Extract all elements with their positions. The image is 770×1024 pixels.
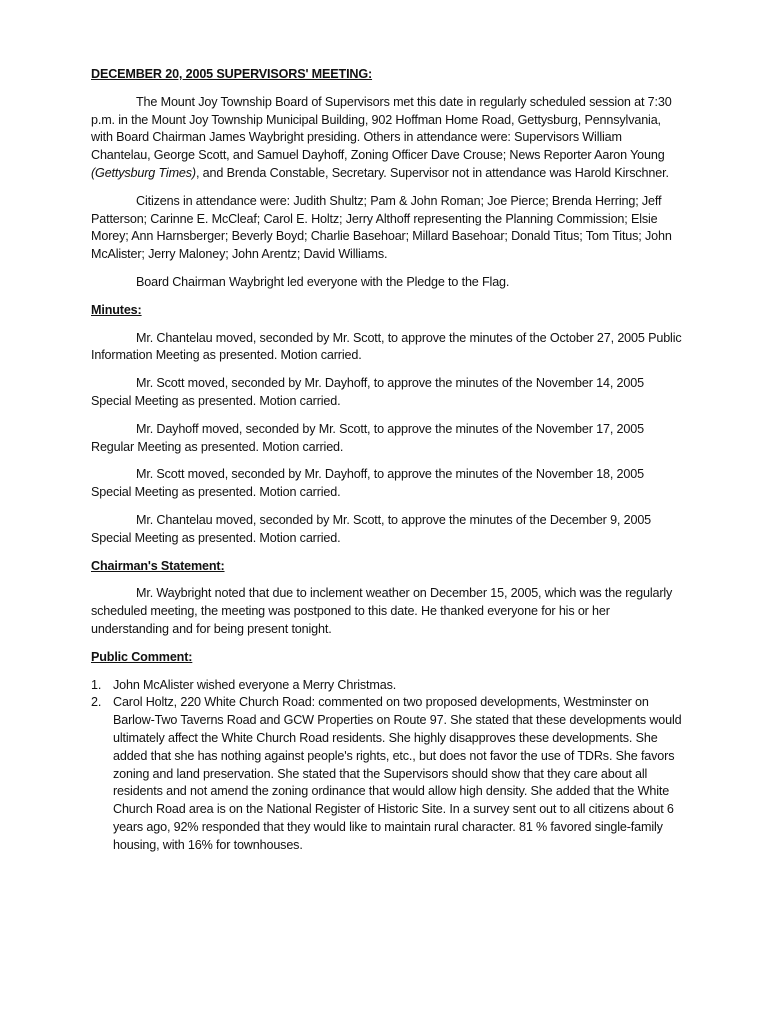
list-item xyxy=(91,677,682,695)
minutes-item: Mr. Chantelau moved, seconded by Mr. Scott, to approve the minutes of the December 9, 2005 Special Meeting as presented. Motion carried. xyxy=(91,512,652,545)
list-item-text: Carol Holtz, 220 White Church Road: commented on two proposed developments, Westminster on Barlow-Two Taverns Road and GCW Properties on Route 97. She stated that these developments would ultimately affect the White Church Road residents. She highly disapproves these developments. She added that she has nothing against people's rights, etc., but does not favor the use of TDRs. She favors zoning and land preservation. She stated that the Supervisors should show that they care about all residents and not amend the zoning ordinance that would allow high density. She added that the White Church Road area is on the National Register of Historic Site. In a survey sent out to all citizens about 6 years ago, 92% responded that they would like to maintain rural character. 81 % favored single-family housing, with 16% for townhouses. xyxy=(113,695,682,852)
list-item-text: John McAlister wished everyone a Merry Christmas. xyxy=(113,677,397,692)
list-item-number: 1. xyxy=(91,677,102,692)
citizens-paragraph: Citizens in attendance were: Judith Shultz; Pam & John Roman; Joe Pierce; Brenda Herring; Jeff Patterson; Carinne E. McCleaf; Carol E. Holtz; Jerry Althoff representing the Planning Commission; Elsie Morey; Ann Harnsberger; Beverly Boyd; Charlie Basehoar; Millard Basehoar; Donald Titus; Tom Titus; John McAlister; Jerry Maloney; John Arentz; David Williams. xyxy=(91,193,672,262)
meeting-heading: DECEMBER 20, 2005 SUPERVISORS' MEETING: xyxy=(91,67,373,81)
list-item-number: 2. xyxy=(91,695,102,710)
attendance-paragraph xyxy=(91,94,682,183)
minutes-item: Mr. Chantelau moved, seconded by Mr. Scott, to approve the minutes of the October 27, 2005 Public Information Meeting as presented. Motion carried. xyxy=(91,330,682,363)
minutes-item: Mr. Dayhoff moved, seconded by Mr. Scott, to approve the minutes of the November 17, 2005 Regular Meeting as presented. Motion carried. xyxy=(91,421,644,454)
minutes-item: Mr. Scott moved, seconded by Mr. Dayhoff, to approve the minutes of the November 18, 2005 Special Meeting as presented. Motion carried. xyxy=(91,467,644,500)
public-comment-heading: Public Comment: xyxy=(91,649,193,664)
minutes-heading: Minutes: xyxy=(91,302,142,317)
pledge-paragraph: Board Chairman Waybright led everyone with the Pledge to the Flag. xyxy=(136,274,510,289)
attendance-text-a: The Mount Joy Township Board of Supervisors met this date in regularly scheduled session at 7:30 p.m. in the Mount Joy Township Municipal Building, 902 Hoffman Home Road, Gettysburg, Pennsylvania, with Board Chairman James Waybright presiding. Others in attendance were: Supervisors William Chantelau, George Scott, and Samuel Dayhoff, Zoning Officer Dave Crouse; News Reporter Aaron Young xyxy=(91,94,672,163)
public-comment-list xyxy=(91,677,682,855)
list-item xyxy=(91,694,682,854)
attendance-text-b: , and Brenda Constable, Secretary. Supervisor not in attendance was Harold Kirschner. xyxy=(195,165,669,180)
newspaper-name: (Gettysburg Times) xyxy=(91,165,196,180)
chairman-statement-text: Mr. Waybright noted that due to inclement weather on December 15, 2005, which was the regularly scheduled meeting, the meeting was postponed to this date. He thanked everyone for his or her understanding and for being present tonight. xyxy=(91,586,673,636)
chairman-statement-heading: Chairman's Statement: xyxy=(91,558,225,573)
minutes-item: Mr. Scott moved, seconded by Mr. Dayhoff, to approve the minutes of the November 14, 2005 Special Meeting as presented. Motion carried. xyxy=(91,376,644,408)
